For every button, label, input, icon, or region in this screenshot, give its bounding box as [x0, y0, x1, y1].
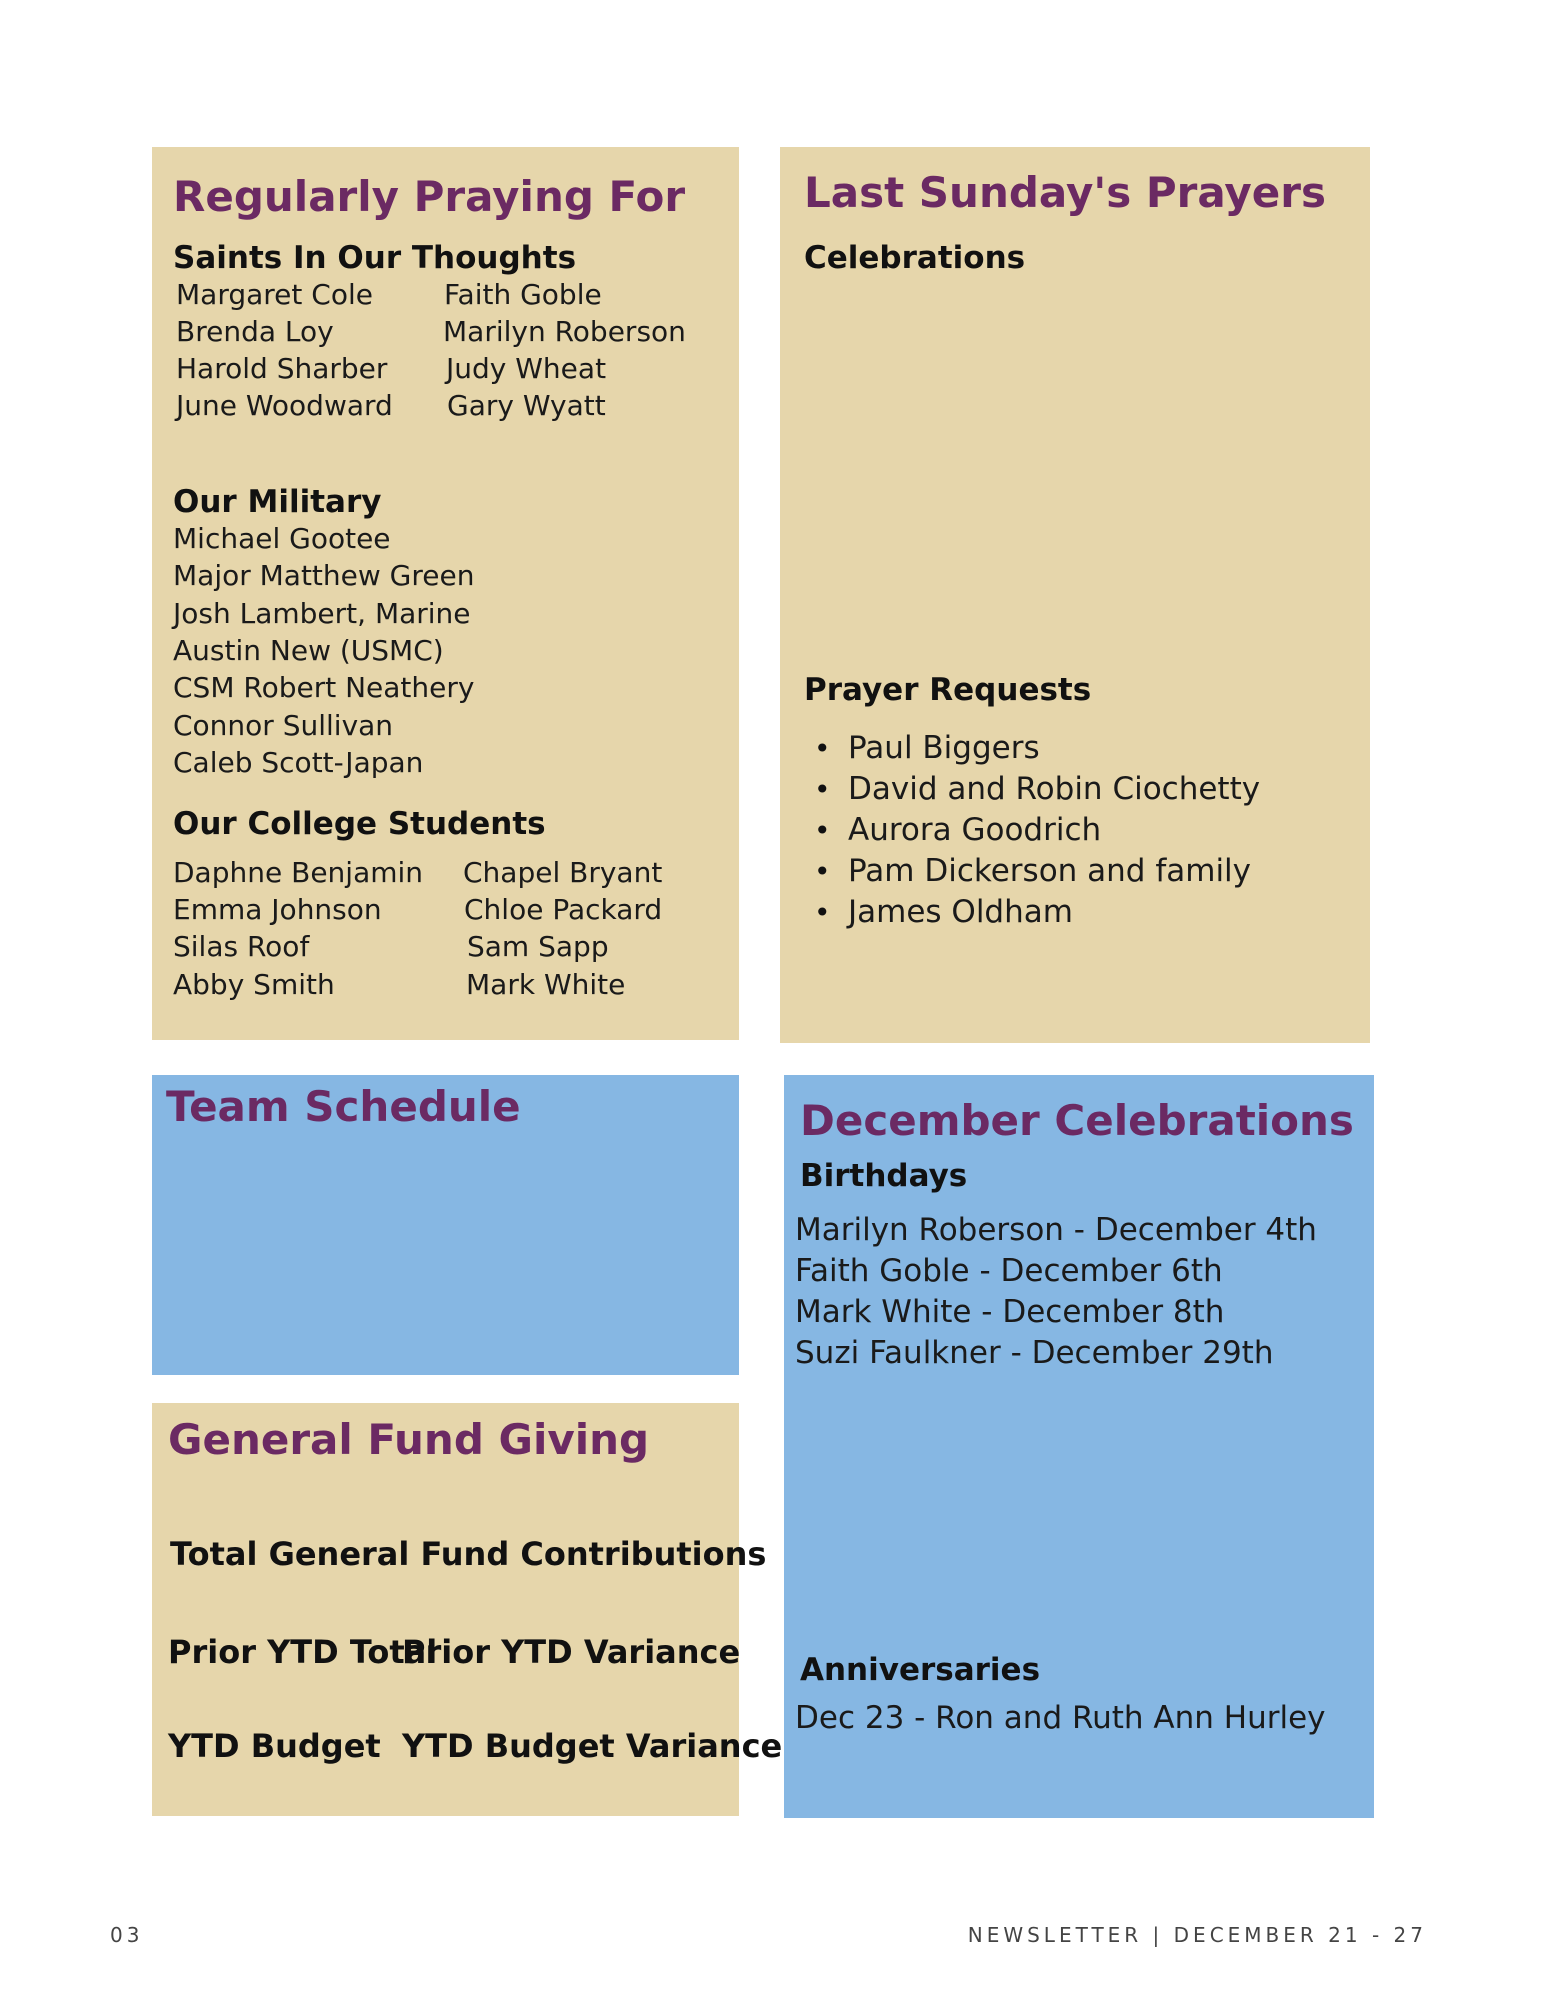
anniversary-item: Dec 23 - Ron and Ruth Ann Hurley — [795, 1700, 1326, 1736]
birthdays-heading: Birthdays — [800, 1158, 968, 1194]
college-name: Chloe Packard — [464, 893, 663, 926]
military-heading: Our Military — [173, 484, 382, 520]
saints-name: Marilyn Roberson — [443, 315, 686, 348]
saints-name: Harold Sharber — [176, 352, 388, 385]
birthday-item: Suzi Faulkner - December 29th — [795, 1335, 1274, 1371]
military-name: CSM Robert Neathery — [173, 671, 475, 704]
college-name: Sam Sapp — [467, 930, 609, 963]
college-name: Chapel Bryant — [463, 856, 663, 889]
celebrations-heading: Celebrations — [804, 240, 1026, 276]
prayer-requests-list — [806, 728, 1260, 933]
prior-ytd-total-label: Prior YTD Total — [168, 1633, 438, 1671]
college-name: Daphne Benjamin — [173, 856, 424, 889]
saints-name: Margaret Cole — [176, 278, 373, 311]
anniversaries-heading: Anniversaries — [800, 1652, 1041, 1688]
college-heading: Our College Students — [173, 806, 546, 842]
list-item: • David and Robin Ciochetty — [806, 769, 1260, 810]
saints-name: Judy Wheat — [446, 352, 607, 385]
birthday-item: Mark White - December 8th — [795, 1294, 1225, 1330]
birthday-item: Faith Goble - December 6th — [795, 1253, 1223, 1289]
sunday-title: Last Sunday's Prayers — [804, 168, 1326, 217]
college-name: Emma Johnson — [173, 893, 382, 926]
prior-ytd-variance-label: Prior YTD Variance — [402, 1633, 741, 1671]
page-number: 03 — [110, 1923, 144, 1947]
saints-name: June Woodward — [176, 389, 393, 422]
list-item: • Paul Biggers — [806, 728, 1260, 769]
saints-name: Faith Goble — [444, 278, 602, 311]
list-item: • Pam Dickerson and family — [806, 851, 1260, 892]
saints-heading: Saints In Our Thoughts — [173, 240, 577, 276]
college-name: Abby Smith — [173, 968, 335, 1001]
ytd-budget-label: YTD Budget — [168, 1727, 381, 1765]
military-name: Connor Sullivan — [173, 709, 394, 742]
prayer-requests-heading: Prayer Requests — [804, 672, 1092, 708]
military-name: Josh Lambert, Marine — [173, 597, 471, 630]
saints-name: Brenda Loy — [176, 315, 334, 348]
birthday-item: Marilyn Roberson - December 4th — [795, 1212, 1317, 1248]
college-name: Silas Roof — [173, 930, 310, 963]
college-name: Mark White — [466, 968, 626, 1001]
fund-title: General Fund Giving — [168, 1415, 650, 1464]
list-item: • Aurora Goodrich — [806, 810, 1260, 851]
military-name: Major Matthew Green — [173, 559, 475, 592]
saints-name: Gary Wyatt — [447, 389, 606, 422]
footer-newsletter: NEWSLETTER | DECEMBER 21 - 27 — [967, 1923, 1427, 1947]
team-schedule-title: Team Schedule — [166, 1082, 521, 1131]
military-name: Austin New (USMC) — [173, 634, 444, 667]
praying-title: Regularly Praying For — [173, 172, 686, 221]
list-item: • James Oldham — [806, 892, 1260, 933]
military-name: Caleb Scott-Japan — [173, 746, 424, 779]
ytd-budget-variance-label: YTD Budget Variance — [402, 1727, 783, 1765]
december-title: December Celebrations — [800, 1096, 1354, 1145]
military-name: Michael Gootee — [173, 522, 391, 555]
total-contributions-label: Total General Fund Contributions — [170, 1535, 767, 1573]
